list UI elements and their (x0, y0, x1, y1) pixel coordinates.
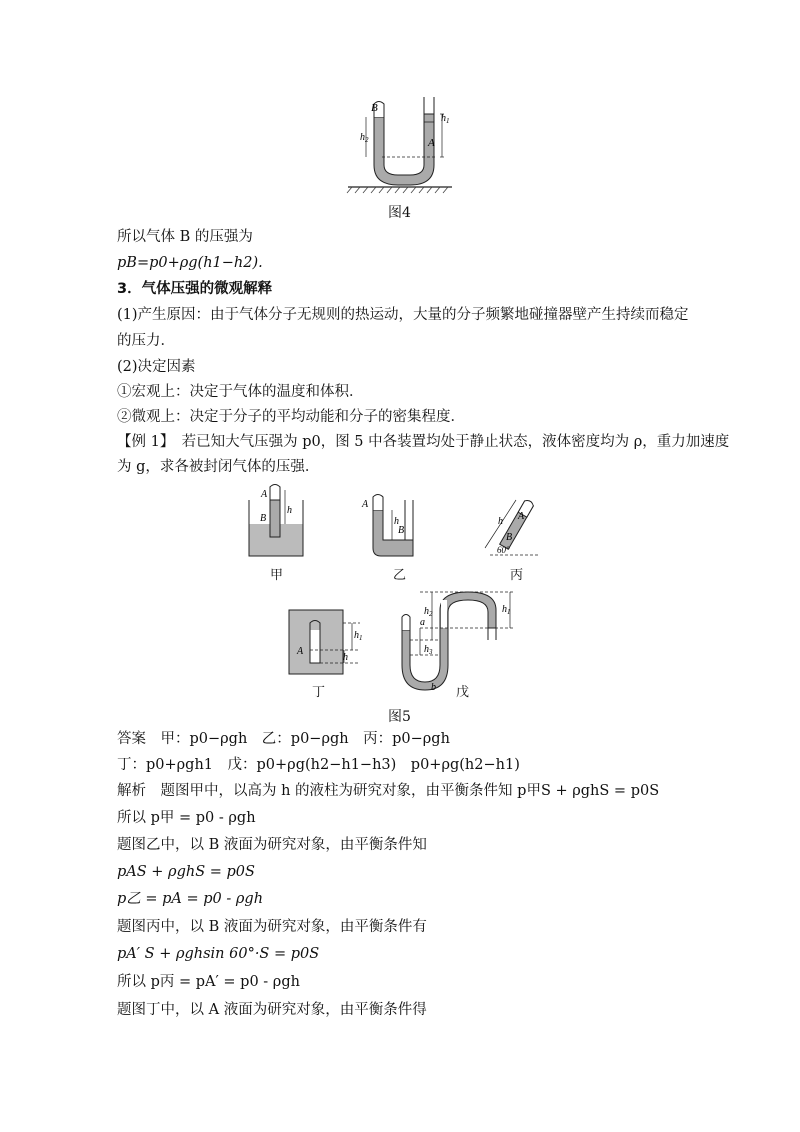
analysis-line-7: pA′ S + ρghsin 60°·S = p0S (117, 946, 320, 962)
text-line-7: ①宏观上：决定于气体的温度和体积． (117, 384, 364, 400)
analysis-line-2: 所以 p甲 = p0 - ρgh (117, 810, 256, 826)
subfig-label-wu: 戊 (456, 685, 470, 700)
analysis-line-3: 题图乙中，以 B 液面为研究对象，由平衡条件知 (117, 837, 427, 853)
analysis-line-8: 所以 p丙 = pA′ = p0 - ρgh (117, 974, 300, 990)
label-h1: $h_1$ (441, 113, 450, 125)
analysis-line-6: 题图丙中，以 B 液面为研究对象，由平衡条件有 (117, 919, 427, 935)
svg-text:h3: $h_3$ (424, 644, 433, 656)
answer-line-2: 丁：p0+ρgh1 戊：p0+ρg(h2−h1−h3) p0+ρg(h2−h1) (117, 757, 520, 773)
text-line-6: (2)决定因素 (117, 359, 196, 375)
section-heading: 3．气体压强的微观解释 (117, 281, 273, 297)
text-line-4: (1)产生原因：由于气体分子无规则的热运动，大量的分子频繁地碰撞器壁产生持续而稳定 (117, 307, 689, 323)
analysis-line-5: p乙 = pA = p0 - ρgh (117, 891, 264, 907)
svg-text:B: B (398, 525, 405, 536)
svg-text:h: h (498, 516, 503, 527)
svg-text:B: B (506, 532, 513, 543)
subfig-label-yi: 乙 (393, 568, 407, 583)
label-B: B (371, 102, 378, 114)
answer-line-1: 答案 甲：p0−ρgh 乙：p0−ρgh 丙：p0−ρgh (117, 731, 450, 747)
analysis-line-9: 题图丁中，以 A 液面为研究对象，由平衡条件得 (117, 1002, 427, 1018)
svg-text:h1: $h_1$ (502, 604, 511, 616)
text-line-1: 所以气体 B 的压强为 (117, 229, 253, 245)
svg-text:A: A (362, 499, 369, 510)
text-line-8: ②微观上：决定于分子的平均动能和分子的密集程度． (117, 409, 465, 425)
svg-text:b: b (431, 682, 436, 693)
svg-text:h: h (394, 516, 399, 527)
svg-text:A: A (261, 489, 268, 500)
example-line-1: 【例 1】 若已知大气压强为 p0，图 5 中各装置均处于静止状态，液体密度均为 ρ，重力加速度 (117, 434, 730, 450)
figure-4-caption: 图4 (388, 205, 411, 221)
label-h2: $h_2$ (360, 132, 369, 144)
formula-pB: pB=p0+ρg(h1−h2). (117, 255, 263, 271)
subfig-label-jia: 甲 (270, 568, 284, 583)
analysis-line-1: 解析 题图甲中，以高为 h 的液柱为研究对象，由平衡条件知 p甲S + ρghS = p0S (117, 783, 660, 799)
svg-text:B: B (260, 513, 267, 524)
svg-text:A: A (518, 511, 525, 522)
analysis-line-4: pAS + ρghS = p0S (117, 864, 255, 880)
label-A: A (428, 137, 435, 149)
svg-text:h: h (343, 652, 348, 663)
svg-text:A: A (297, 646, 304, 657)
svg-text:60°: 60° (497, 545, 510, 555)
subfig-label-ding: 丁 (312, 685, 326, 700)
svg-text:h1: $h_1$ (354, 630, 363, 642)
subfig-label-bing: 丙 (510, 568, 524, 583)
example-line-2: 为 g，求各被封闭气体的压强． (117, 459, 320, 475)
text-line-5: 的压力． (117, 333, 175, 349)
svg-text:h2: $h_2$ (424, 606, 433, 618)
svg-text:h: h (287, 505, 292, 516)
svg-text:a: a (420, 617, 425, 628)
figure-5-caption: 图5 (388, 709, 411, 725)
